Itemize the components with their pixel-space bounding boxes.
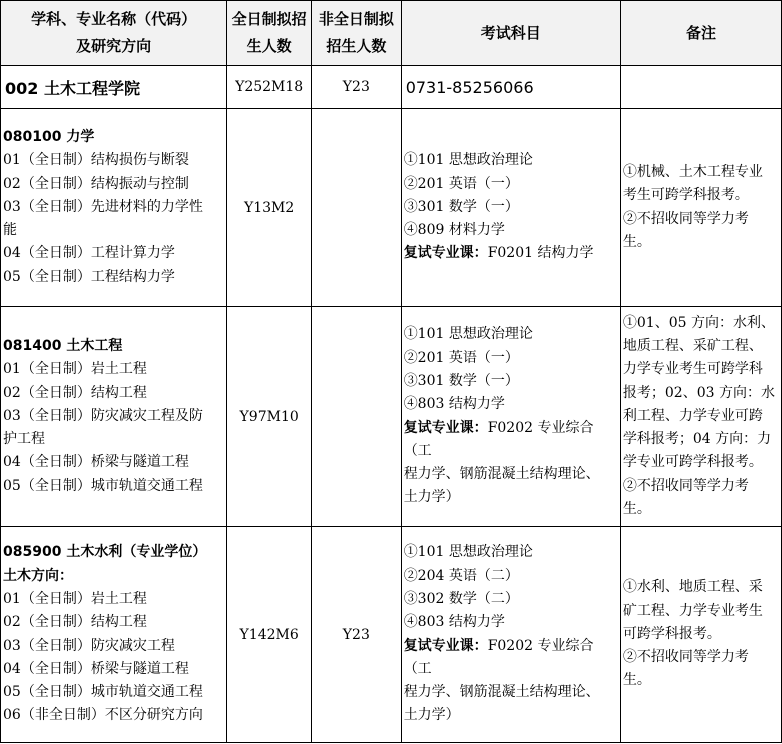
note-line: 学专业可跨学科报考。 (622, 454, 763, 471)
exam-item: ④809 材料力学 (403, 222, 505, 239)
exam-item: ③301 数学（一） (403, 372, 519, 389)
exam-item: ②204 英语（二） (403, 567, 519, 584)
direction-item: 能 (3, 222, 17, 239)
note-line: 生。 (622, 501, 651, 518)
direction-item: 01（全日制）岩土工程 (3, 590, 147, 607)
header-fulltime-line1: 全日制拟招 (231, 10, 307, 28)
direction-item: 05（全日制）城市轨道交通工程 (3, 684, 203, 701)
exam-item: ③301 数学（一） (403, 198, 519, 215)
retest-continuation: 土力学） (403, 707, 460, 724)
exam-cell (401, 307, 620, 527)
note-line: 可跨学科报考。 (622, 625, 721, 642)
major-title: 085900 土木水利（专业学位） (3, 544, 207, 561)
direction-item: 04（全日制）工程计算力学 (3, 245, 175, 262)
direction-item: 06（非全日制）不区分研究方向 (3, 707, 203, 724)
retest-line (404, 635, 618, 682)
header-parttime-line1: 非全日制拟 (318, 10, 394, 28)
major-cell (1, 527, 227, 743)
header-major (1, 1, 227, 66)
retest-continuation: 土力学） (403, 489, 460, 506)
note-line: ②不招收同等学力考 (622, 210, 749, 227)
major-cell (1, 109, 227, 307)
notes-cell (620, 109, 781, 307)
direction-item: 04（全日制）桥梁与隧道工程 (3, 454, 189, 471)
header-parttime-line2: 招生人数 (326, 37, 387, 55)
note-line: ②不招收同等学力考 (622, 477, 749, 494)
retest-course: F0202 专业综合（工 (403, 419, 594, 459)
exam-item: ③302 数学（二） (403, 590, 519, 607)
major-subtitle: 土木方向： (3, 567, 73, 584)
notes-cell (620, 527, 781, 743)
retest-label: 复试专业课： (403, 245, 488, 262)
school-fulltime: Y252M18 (227, 66, 312, 109)
exam-item: ①101 思想政治理论 (403, 326, 533, 343)
major-title: 080100 力学 (3, 128, 95, 145)
direction-item: 04（全日制）桥梁与隧道工程 (3, 660, 189, 677)
school-name: 002 土木工程学院 (1, 66, 227, 109)
direction-item: 01（全日制）结构损伤与断裂 (3, 152, 189, 169)
direction-item: 02（全日制）结构工程 (3, 614, 147, 631)
exam-item: ①101 思想政治理论 (403, 152, 533, 169)
note-line: 生。 (622, 672, 651, 689)
retest-continuation: 程力学、钢筋混凝土结构理论、 (403, 684, 600, 701)
direction-item: 02（全日制）结构工程 (3, 384, 147, 401)
retest-continuation: 程力学、钢筋混凝土结构理论、 (403, 466, 600, 483)
direction-item: 01（全日制）岩土工程 (3, 361, 147, 378)
direction-item: 护工程 (3, 431, 45, 448)
retest-course: F0202 专业综合（工 (403, 637, 594, 677)
parttime-quota (311, 307, 401, 527)
school-notes (620, 66, 781, 109)
direction-item: 05（全日制）工程结构力学 (3, 268, 175, 285)
direction-item: 05（全日制）城市轨道交通工程 (3, 477, 203, 494)
table-row (1, 527, 782, 743)
retest-line (404, 417, 618, 464)
exam-item: ①101 思想政治理论 (403, 544, 533, 561)
note-line: ①机械、土木工程专业 (622, 163, 763, 180)
note-line: 矿工程、力学专业考生 (622, 602, 763, 619)
note-line: ①水利、地质工程、采 (622, 579, 763, 596)
header-row (1, 1, 782, 66)
parttime-quota (311, 109, 401, 307)
table-row (1, 109, 782, 307)
header-fulltime-line2: 生人数 (246, 37, 292, 55)
note-line: 力学专业考生可跨学科 (622, 361, 763, 378)
retest-label: 复试专业课： (403, 637, 488, 654)
note-line: ②不招收同等学力考 (622, 649, 749, 666)
retest-label: 复试专业课： (403, 419, 488, 436)
school-parttime: Y23 (311, 66, 401, 109)
direction-item: 02（全日制）结构振动与控制 (3, 175, 189, 192)
notes-cell (620, 307, 781, 527)
exam-cell (401, 109, 620, 307)
note-line: 生。 (622, 233, 651, 250)
header-exams: 考试科目 (401, 1, 620, 66)
direction-item: 03（全日制）先进材料的力学性 (3, 198, 203, 215)
note-line: 报考；02、03 方向：水 (622, 384, 775, 401)
school-row (1, 66, 782, 109)
header-major-line1: 学科、专业名称（代码） (31, 10, 197, 28)
direction-item: 03（全日制）防灾减灾工程 (3, 637, 175, 654)
note-line: 利工程、力学专业可跨 (622, 407, 763, 424)
exam-item: ②201 英语（一） (403, 349, 519, 366)
exam-item: ④803 结构力学 (403, 396, 505, 413)
major-title: 081400 土木工程 (3, 337, 123, 354)
exam-item: ④803 结构力学 (403, 614, 505, 631)
parttime-quota: Y23 (311, 527, 401, 743)
school-phone: 0731-85256066 (401, 66, 620, 109)
note-line: 地质工程、采矿工程、 (622, 337, 763, 354)
note-line: 学科报考；04 方向：力 (622, 431, 772, 448)
header-major-line2: 及研究方向 (76, 37, 152, 55)
note-line: 考生可跨学科报考。 (622, 187, 749, 204)
retest-line (404, 242, 618, 265)
retest-course: F0201 结构力学 (487, 245, 594, 262)
major-cell (1, 307, 227, 527)
table-row (1, 307, 782, 527)
header-notes: 备注 (620, 1, 781, 66)
exam-cell (401, 527, 620, 743)
exam-item: ②201 英语（一） (403, 175, 519, 192)
fulltime-quota: Y142M6 (227, 527, 312, 743)
direction-item: 03（全日制）防灾减灾工程及防 (3, 407, 203, 424)
note-line: ①01、05 方向：水利、 (622, 314, 775, 331)
header-fulltime (227, 1, 312, 66)
fulltime-quota: Y97M10 (227, 307, 312, 527)
fulltime-quota: Y13M2 (227, 109, 312, 307)
header-parttime (311, 1, 401, 66)
